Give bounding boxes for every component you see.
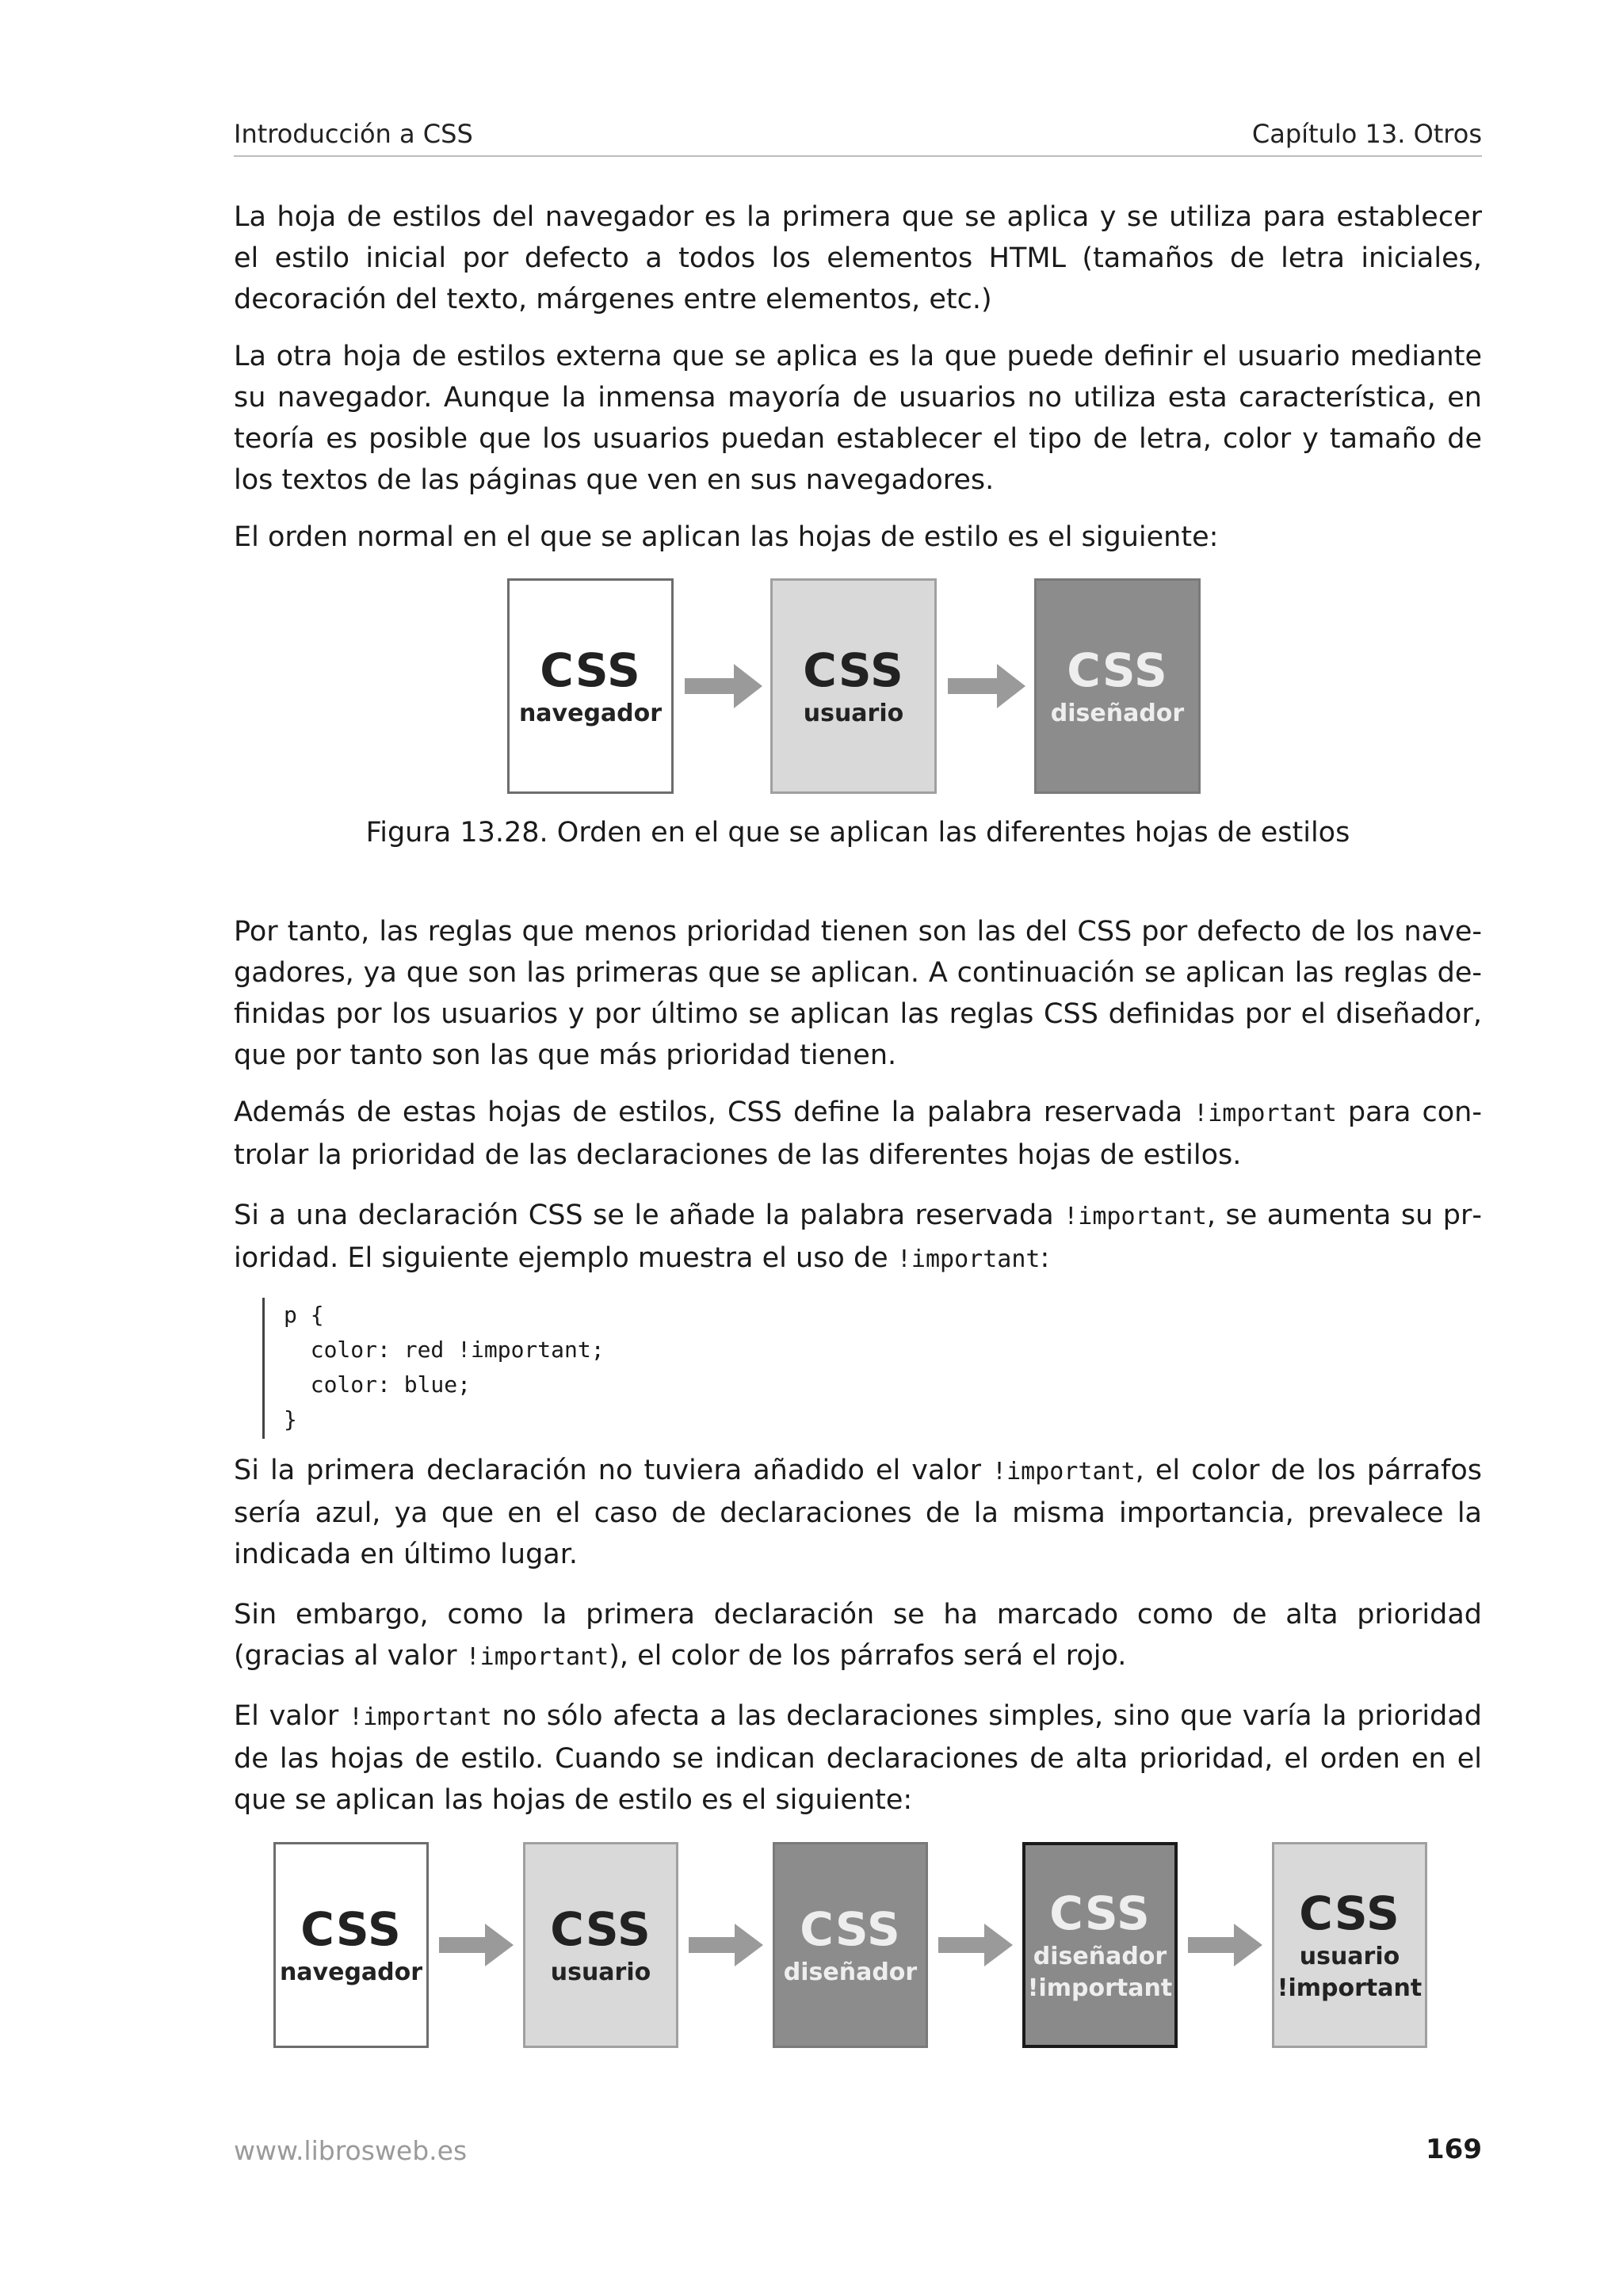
box-title: CSS [1049, 1886, 1151, 1940]
box-label: diseñador [783, 1958, 918, 1986]
paragraph-normal-order: El orden normal en el que se aplican las hojas de estilo es el siguiente: [234, 521, 1219, 553]
figure-caption: Figura 13.28. Orden en el que se aplican las diferentes hojas de estilos [365, 817, 1350, 849]
box-title: CSS [540, 643, 641, 697]
box-title: CSS [300, 1902, 402, 1956]
box-title: CSS [1299, 1886, 1400, 1940]
paragraph-browser-stylesheet: La hoja de estilos del navegador es la primera que se aplica y se utiliza para establecer el estilo inicial por defecto a todos los elementos HTML (tamaños de letra iniciales, decoración del texto, márgenes entre elementos, etc.) [234, 201, 1482, 315]
inline-code: !important [1064, 1203, 1207, 1230]
paragraph-important-intro: Además de estas hojas de estilos, CSS define la palabra reservada !important para controlar la prioridad de las declaraciones de las diferentes hojas de estilos. [234, 1097, 1483, 1171]
inline-code: !important [896, 1245, 1041, 1273]
code-line: color: red !important; [284, 1337, 605, 1363]
chapter-title: Capítulo 13. Otros [1251, 119, 1482, 149]
box-label: usuario [1299, 1943, 1400, 1970]
box-css-usuario-important [1272, 1842, 1427, 2048]
arrow-right-icon [948, 664, 1027, 708]
arrow-right-icon [685, 664, 764, 708]
box-label: diseñador [1050, 700, 1185, 727]
footer-url: www.librosweb.es [234, 2135, 468, 2166]
box-label-important: !important [1277, 1974, 1423, 2002]
box-label: navegador [279, 1958, 423, 1986]
box-label: diseñador [1033, 1943, 1167, 1970]
box-css-disenador-important [1022, 1842, 1178, 2048]
arrow-right-icon [1188, 1924, 1264, 1966]
paragraph-priority: Por tanto, las reglas que menos prioridad tienen son las del CSS por defecto de los navegadores, ya que son las primeras que se aplican. A continuación se aplican las reglas definidas por los usuarios y por último se aplican las reglas CSS definidas por el diseñador, que por tanto son las que más prioridad tienen. [234, 916, 1482, 1071]
code-line: p { [284, 1302, 324, 1328]
arrow-right-icon [689, 1924, 765, 1966]
paragraph-with-important: Sin embargo, como la primera declaración se ha marcado como de alta prioridad (gracias al valor !important), el color de los párrafos será el rojo. [234, 1599, 1482, 1672]
box-css-usuario [770, 578, 937, 794]
box-title: CSS [803, 643, 904, 697]
book-title: Introducción a CSS [234, 119, 473, 149]
inline-code: !important [349, 1703, 492, 1731]
box-label-important: !important [1027, 1974, 1173, 2002]
arrow-right-icon [938, 1924, 1014, 1966]
code-line: } [284, 1406, 297, 1432]
box-label: navegador [518, 700, 663, 727]
paragraph-without-important: Si la primera declaración no tuviera añadido el valor !important, el color de los párrafos sería azul, ya que en el caso de declaraciones de la misma importancia, prevalece la indicada en último lugar. [234, 1455, 1482, 1570]
page-number: 169 [1426, 2134, 1482, 2165]
inline-code: !important [1193, 1100, 1337, 1127]
box-css-usuario [523, 1842, 678, 2048]
inline-code: !important [465, 1643, 609, 1671]
inline-code: !important [992, 1458, 1136, 1486]
box-title: CSS [1067, 643, 1168, 697]
paragraph-user-stylesheet: La otra hoja de estilos externa que se aplica es la que puede definir el usuario mediante su navegador. Aunque la inmensa mayoría de usuarios no utiliza esta característica, en teoría es posible que los usuarios puedan establecer el tipo de letra, color y tamaño de los textos de las páginas que ven en sus navegadores. [234, 341, 1482, 496]
arrow-right-icon [439, 1924, 515, 1966]
code-line: color: blue; [284, 1371, 472, 1398]
box-label: usuario [550, 1958, 651, 1986]
box-css-navegador [273, 1842, 429, 2048]
box-title: CSS [550, 1902, 651, 1956]
box-css-disenador [773, 1842, 928, 2048]
paragraph-important-order: El valor !important no sólo afecta a las declaraciones simples, sino que varía la prioridad de las hojas de estilo. Cuando se indican declaraciones de alta prioridad, el orden en el que se aplican las hojas de estilo es el siguiente: [234, 1700, 1483, 1816]
header-divider [234, 155, 1482, 157]
box-css-disenador [1034, 578, 1201, 794]
paragraph-important-example-intro: Si a una declaración CSS se le añade la palabra reservada !important, se aumenta su prioridad. El siguiente ejemplo muestra el uso de !important: [234, 1199, 1482, 1274]
box-title: CSS [800, 1902, 901, 1956]
code-example [262, 1298, 838, 1439]
box-label: usuario [803, 700, 904, 727]
box-css-navegador [507, 578, 674, 794]
